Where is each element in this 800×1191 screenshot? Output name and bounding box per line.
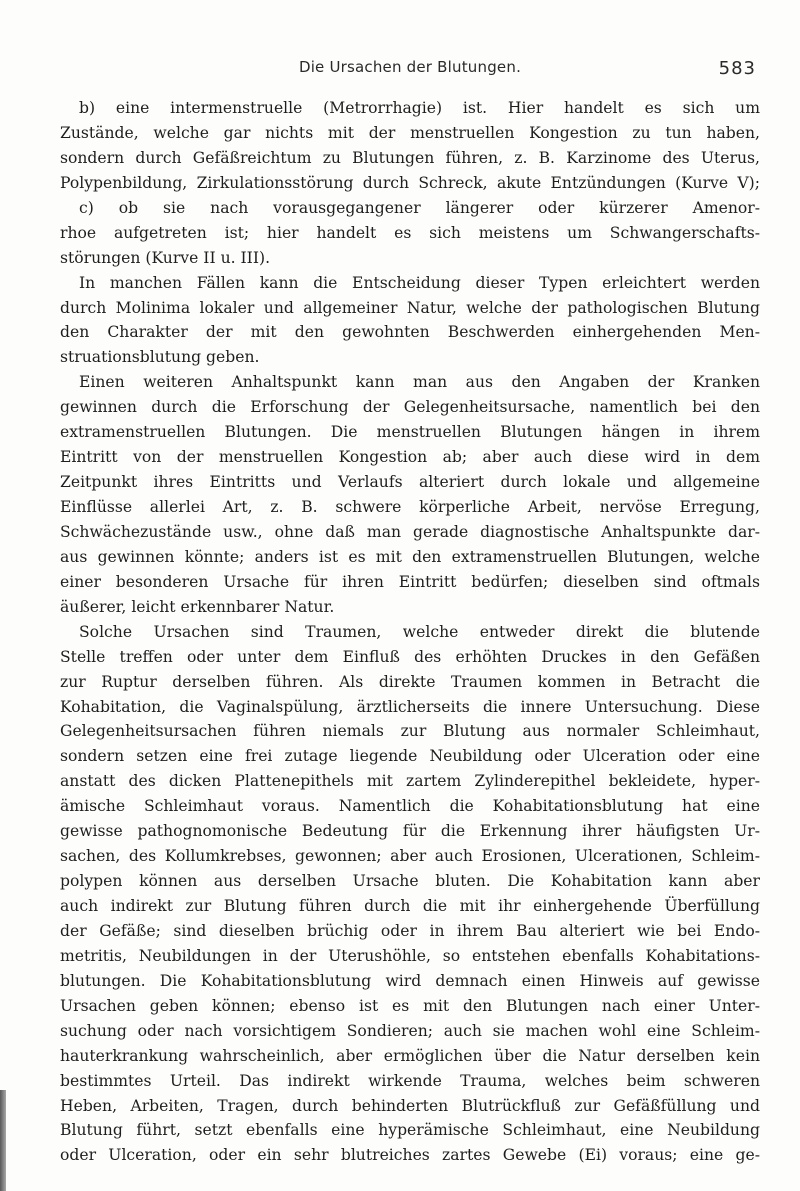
text-line: Polypenbildung, Zirkulationsstörung durch Schreck, akute Entzündungen (Kurve V); [60, 173, 760, 192]
text-line: Ursachen geben können; ebenso ist es mit den Blutungen nach einer Unter- [60, 996, 760, 1015]
text-line: äußerer, leicht erkennbarer Natur. [60, 597, 335, 616]
text-line: Einen weiteren Anhaltspunkt kann man aus den Angaben der Kranken [79, 373, 760, 392]
text-line: c) ob sie nach vorausgegangener längerer oder kürzerer Amenor- [79, 198, 760, 217]
text-line: durch Molinima lokaler und allgemeiner Natur, welche der pathologischen Blutung [60, 298, 760, 317]
text-line: auch indirekt zur Blutung führen durch die mit ihr einhergehende Überfüllung [60, 897, 760, 915]
text-line: hauterkrankung wahrscheinlich, aber ermöglichen über die Natur derselben kein [60, 1046, 760, 1065]
text-line: einer besonderen Ursache für ihren Eintritt bedürfen; dieselben sind oftmals [60, 572, 760, 591]
text-line: struationsblutung geben. [60, 348, 260, 367]
text-line: Solche Ursachen sind Traumen, welche entweder direkt die blutende [79, 622, 760, 641]
scan-edge-shadow [0, 1090, 6, 1191]
text-line: rhoe aufgetreten ist; hier handelt es sich meistens um Schwangerschafts- [60, 223, 760, 242]
text-line: polypen können aus derselben Ursache bluten. Die Kohabitation kann aber [60, 872, 760, 891]
text-line: b) eine intermenstruelle (Metrorrhagie) ist. Hier handelt es sich um [79, 99, 760, 117]
text-line: Heben, Arbeiten, Tragen, durch behinderten Blutrückfluß zur Gefäßfüllung und [60, 1096, 760, 1115]
text-line: Zustände, welche gar nichts mit der menstruellen Kongestion zu tun haben, [60, 123, 760, 142]
text-line: Gelegenheitsursachen führen niemals zur Blutung aus normaler Schleimhaut, [60, 722, 760, 741]
text-line: störungen (Kurve II u. III). [60, 248, 271, 267]
text-line: metritis, Neubildungen in der Uterushöhle, so entstehen ebenfalls Kohabitations- [60, 946, 760, 965]
text-line: bestimmtes Urteil. Das indirekt wirkende Trauma, welches beim schweren [60, 1071, 760, 1090]
text-line: Einflüsse allerlei Art, z. B. schwere körperliche Arbeit, nervöse Erregung, [60, 498, 760, 516]
text-line: ämische Schleimhaut voraus. Namentlich die Kohabitationsblutung hat eine [60, 797, 760, 816]
text-line: sondern setzen eine frei zutage liegende Neubildung oder Ulceration oder eine [60, 747, 760, 766]
body-text [60, 96, 760, 1168]
text-line: In manchen Fällen kann die Entscheidung dieser Typen erleichtert werden [79, 273, 760, 292]
page-number: 583 [718, 58, 756, 79]
text-line: suchung oder nach vorsichtigem Sondieren; auch sie machen wohl eine Schleim- [60, 1021, 760, 1040]
text-line: den Charakter der mit den gewohnten Beschwerden einhergehenden Men- [60, 323, 760, 342]
running-title: Die Ursachen der Blutungen. [298, 58, 522, 76]
text-line: aus gewinnen könnte; anders ist es mit den extramenstruellen Blutungen, welche [60, 547, 760, 566]
text-line: sachen, des Kollumkrebses, gewonnen; aber auch Erosionen, Ulcerationen, Schleim- [60, 847, 760, 866]
text-line: der Gefäße; sind dieselben brüchig oder in ihrem Bau alteriert wie bei Endo- [60, 921, 760, 940]
text-line: Stelle treffen oder unter dem Einfluß des erhöhten Druckes in den Gefäßen [60, 647, 760, 666]
text-line: extramenstruellen Blutungen. Die menstruellen Blutungen hängen in ihrem [60, 423, 760, 442]
text-line: zur Ruptur derselben führen. Als direkte Traumen kommen in Betracht die [60, 672, 760, 691]
text-line: Schwächezustände usw., ohne daß man gerade diagnostische Anhaltspunkte dar- [60, 522, 760, 541]
text-line: Kohabitation, die Vaginalspülung, ärztlicherseits die innere Untersuchung. Diese [60, 697, 760, 716]
text-line: Eintritt von der menstruellen Kongestion ab; aber auch diese wird in dem [60, 448, 760, 467]
text-line: Blutung führt, setzt ebenfalls eine hyperämische Schleimhaut, eine Neubildung [60, 1121, 760, 1140]
text-line: anstatt des dicken Plattenepithels mit zartem Zylinderepithel bekleidete, hyper- [60, 772, 760, 791]
page-header [60, 58, 760, 84]
text-line: gewisse pathognomonische Bedeutung für die Erkennung ihrer häufigsten Ur- [60, 822, 760, 841]
text-line: Zeitpunkt ihres Eintritts und Verlaufs alteriert durch lokale und allgemeine [60, 473, 760, 492]
text-line: oder Ulceration, oder ein sehr blutreiches zartes Gewebe (Ei) voraus; eine ge- [60, 1146, 760, 1165]
text-line: sondern durch Gefäßreichtum zu Blutungen führen, z. B. Karzinome des Uterus, [60, 148, 760, 167]
text-line: blutungen. Die Kohabitationsblutung wird demnach einen Hinweis auf gewisse [60, 971, 760, 990]
text-line: gewinnen durch die Erforschung der Gelegenheitsursache, namentlich bei den [60, 398, 760, 417]
